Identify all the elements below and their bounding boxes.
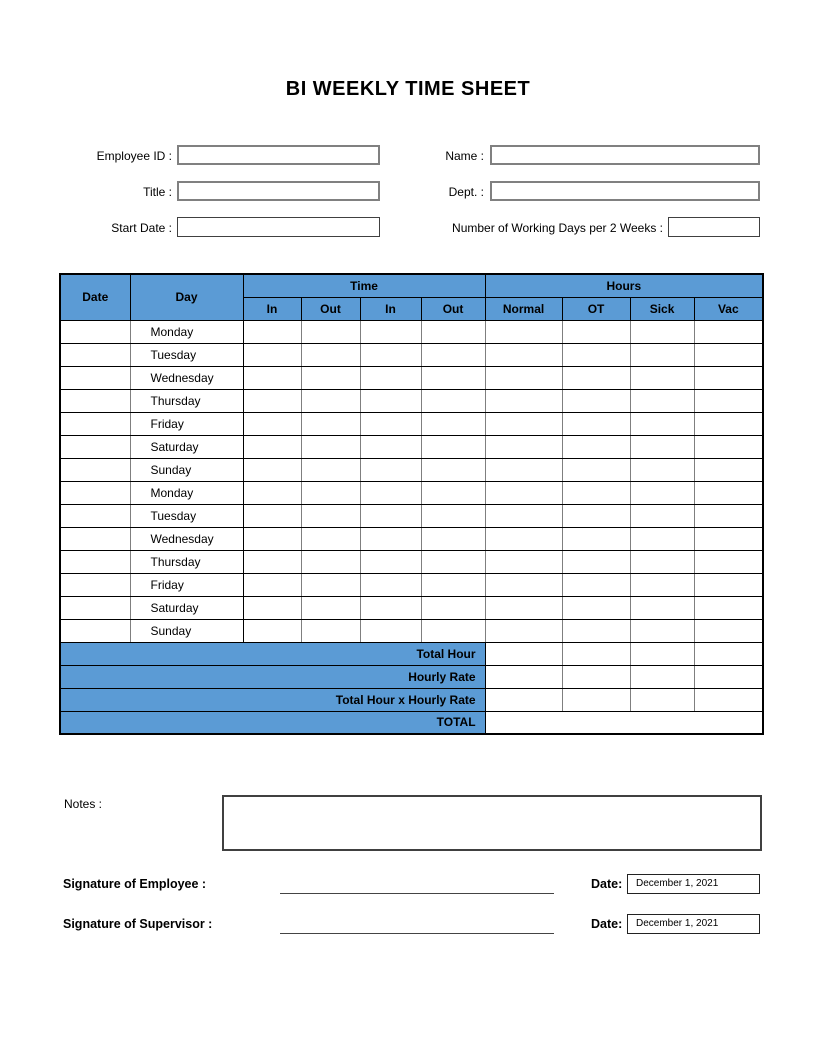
col-header-day: Day <box>130 274 243 320</box>
entry-cell[interactable] <box>694 458 763 481</box>
entry-cell[interactable] <box>421 573 485 596</box>
entry-cell[interactable] <box>360 619 421 642</box>
entry-cell[interactable] <box>485 481 562 504</box>
day-cell: Wednesday <box>130 366 243 389</box>
entry-cell[interactable] <box>630 389 694 412</box>
entry-cell[interactable] <box>360 343 421 366</box>
entry-cell[interactable] <box>243 458 301 481</box>
day-cell: Saturday <box>130 435 243 458</box>
working-days-field[interactable] <box>668 217 760 237</box>
entry-cell[interactable] <box>630 366 694 389</box>
entry-cell[interactable] <box>694 619 763 642</box>
entry-cell[interactable] <box>562 343 630 366</box>
entry-cell[interactable] <box>630 504 694 527</box>
entry-cell[interactable] <box>301 389 360 412</box>
entry-cell[interactable] <box>301 596 360 619</box>
entry-cell[interactable] <box>630 550 694 573</box>
employee-id-label: Employee ID : <box>96 149 172 163</box>
day-cell: Wednesday <box>130 527 243 550</box>
summary-label: Hourly Rate <box>60 665 485 688</box>
entry-cell[interactable] <box>562 458 630 481</box>
entry-cell[interactable] <box>485 389 562 412</box>
col-subheader-out-2: Out <box>421 297 485 320</box>
title-field[interactable] <box>177 181 380 201</box>
summary-entry-cell[interactable] <box>630 665 694 688</box>
entry-cell[interactable] <box>421 504 485 527</box>
day-cell: Tuesday <box>130 343 243 366</box>
entry-cell[interactable] <box>694 527 763 550</box>
summary-entry-cell[interactable] <box>694 665 763 688</box>
entry-cell[interactable] <box>630 619 694 642</box>
table-row <box>60 343 763 366</box>
table-row <box>60 504 763 527</box>
dept-field[interactable] <box>490 181 760 201</box>
entry-cell[interactable] <box>243 619 301 642</box>
day-cell: Friday <box>130 412 243 435</box>
entry-cell[interactable] <box>301 573 360 596</box>
entry-cell[interactable] <box>243 389 301 412</box>
name-field[interactable] <box>490 145 760 165</box>
col-group-time: Time <box>243 274 485 297</box>
entry-cell[interactable] <box>485 320 562 343</box>
entry-cell[interactable] <box>301 619 360 642</box>
entry-cell[interactable] <box>562 389 630 412</box>
table-row <box>60 527 763 550</box>
col-subheader-out-1: Out <box>301 297 360 320</box>
entry-cell[interactable] <box>485 619 562 642</box>
date-entry-cell[interactable] <box>60 573 130 596</box>
entry-cell[interactable] <box>301 343 360 366</box>
date-entry-cell[interactable] <box>60 458 130 481</box>
entry-cell[interactable] <box>360 389 421 412</box>
entry-cell[interactable] <box>694 389 763 412</box>
total-row <box>60 711 763 734</box>
day-cell: Monday <box>130 320 243 343</box>
entry-cell[interactable] <box>485 596 562 619</box>
entry-cell[interactable] <box>694 412 763 435</box>
entry-cell[interactable] <box>485 366 562 389</box>
entry-cell[interactable] <box>630 527 694 550</box>
entry-cell[interactable] <box>562 504 630 527</box>
notes-label: Notes : <box>64 797 103 811</box>
entry-cell[interactable] <box>301 320 360 343</box>
date-entry-cell[interactable] <box>60 389 130 412</box>
entry-cell[interactable] <box>562 550 630 573</box>
entry-cell[interactable] <box>360 596 421 619</box>
summary-entry-cell[interactable] <box>694 642 763 665</box>
entry-cell[interactable] <box>243 435 301 458</box>
entry-cell[interactable] <box>243 343 301 366</box>
day-cell: Friday <box>130 573 243 596</box>
day-cell: Thursday <box>130 389 243 412</box>
day-cell: Monday <box>130 481 243 504</box>
entry-cell[interactable] <box>421 527 485 550</box>
entry-cell[interactable] <box>485 527 562 550</box>
summary-entry-cell[interactable] <box>562 665 630 688</box>
entry-cell[interactable] <box>243 596 301 619</box>
summary-entry-cell[interactable] <box>562 642 630 665</box>
entry-cell[interactable] <box>485 550 562 573</box>
col-subheader-sick: Sick <box>630 297 694 320</box>
table-row <box>60 481 763 504</box>
title-label: Title : <box>143 185 172 199</box>
entry-cell[interactable] <box>243 412 301 435</box>
entry-cell[interactable] <box>360 412 421 435</box>
employee-id-field[interactable] <box>177 145 380 165</box>
summary-row <box>60 665 763 688</box>
table-row <box>60 412 763 435</box>
entry-cell[interactable] <box>421 389 485 412</box>
entry-cell[interactable] <box>694 550 763 573</box>
entry-cell[interactable] <box>421 481 485 504</box>
entry-cell[interactable] <box>243 366 301 389</box>
summary-entry-cell[interactable] <box>630 642 694 665</box>
date-entry-cell[interactable] <box>60 412 130 435</box>
entry-cell[interactable] <box>562 412 630 435</box>
entry-cell[interactable] <box>485 573 562 596</box>
entry-cell[interactable] <box>243 527 301 550</box>
date-entry-cell[interactable] <box>60 366 130 389</box>
col-header-date: Date <box>60 274 130 320</box>
day-cell: Tuesday <box>130 504 243 527</box>
summary-entry-cell[interactable] <box>562 688 630 711</box>
signature-supervisor-label: Signature of Supervisor : <box>63 917 213 931</box>
table-row <box>60 596 763 619</box>
entry-cell[interactable] <box>421 412 485 435</box>
entry-cell[interactable] <box>301 504 360 527</box>
entry-cell[interactable] <box>562 435 630 458</box>
entry-cell[interactable] <box>562 596 630 619</box>
entry-cell[interactable] <box>301 481 360 504</box>
entry-cell[interactable] <box>243 320 301 343</box>
summary-entry-cell[interactable] <box>630 688 694 711</box>
working-days-label: Number of Working Days per 2 Weeks : <box>452 221 663 235</box>
entry-cell[interactable] <box>421 550 485 573</box>
entry-cell[interactable] <box>562 320 630 343</box>
entry-cell[interactable] <box>630 481 694 504</box>
page-title: BI WEEKLY TIME SHEET <box>285 78 531 100</box>
summary-label: Total Hour x Hourly Rate <box>60 688 485 711</box>
entry-cell[interactable] <box>694 366 763 389</box>
date-entry-cell[interactable] <box>60 619 130 642</box>
entry-cell[interactable] <box>694 343 763 366</box>
entry-cell[interactable] <box>562 573 630 596</box>
date-entry-cell[interactable] <box>60 596 130 619</box>
entry-cell[interactable] <box>421 435 485 458</box>
table-row <box>60 619 763 642</box>
entry-cell[interactable] <box>301 458 360 481</box>
date-employee-label: Date: <box>591 877 623 891</box>
summary-label: Total Hour <box>60 642 485 665</box>
col-subheader-normal: Normal <box>485 297 562 320</box>
table-row <box>60 435 763 458</box>
entry-cell[interactable] <box>630 412 694 435</box>
entry-cell[interactable] <box>360 366 421 389</box>
entry-cell[interactable] <box>301 412 360 435</box>
entry-cell[interactable] <box>360 481 421 504</box>
entry-cell[interactable] <box>694 481 763 504</box>
summary-row <box>60 642 763 665</box>
entry-cell[interactable] <box>301 366 360 389</box>
day-cell: Sunday <box>130 619 243 642</box>
table-row <box>60 573 763 596</box>
day-cell: Thursday <box>130 550 243 573</box>
entry-cell[interactable] <box>562 619 630 642</box>
date-entry-cell[interactable] <box>60 504 130 527</box>
day-cell: Sunday <box>130 458 243 481</box>
entry-cell[interactable] <box>360 527 421 550</box>
col-subheader-in-1: In <box>243 297 301 320</box>
entry-cell[interactable] <box>360 435 421 458</box>
date-entry-cell[interactable] <box>60 435 130 458</box>
timesheet-table <box>59 273 764 735</box>
col-subheader-in-2: In <box>360 297 421 320</box>
entry-cell[interactable] <box>360 504 421 527</box>
date-supervisor-label: Date: <box>591 917 623 931</box>
entry-cell[interactable] <box>630 596 694 619</box>
summary-entry-cell[interactable] <box>694 688 763 711</box>
entry-cell[interactable] <box>243 481 301 504</box>
summary-entry-cell[interactable] <box>485 688 562 711</box>
entry-cell[interactable] <box>421 343 485 366</box>
dept-label: Dept. : <box>448 185 484 199</box>
date-employee-field[interactable]: December 1, 2021 <box>627 874 760 894</box>
table-row <box>60 550 763 573</box>
entry-cell[interactable] <box>421 458 485 481</box>
entry-cell[interactable] <box>421 366 485 389</box>
name-label: Name : <box>445 149 484 163</box>
day-cell: Saturday <box>130 596 243 619</box>
entry-cell[interactable] <box>485 435 562 458</box>
col-subheader-vac: Vac <box>694 297 763 320</box>
entry-cell[interactable] <box>485 504 562 527</box>
entry-cell[interactable] <box>360 550 421 573</box>
total-entry-cell[interactable] <box>485 711 763 734</box>
entry-cell[interactable] <box>630 458 694 481</box>
entry-cell[interactable] <box>694 596 763 619</box>
date-entry-cell[interactable] <box>60 320 130 343</box>
summary-entry-cell[interactable] <box>485 665 562 688</box>
entry-cell[interactable] <box>562 527 630 550</box>
date-supervisor-field[interactable]: December 1, 2021 <box>627 914 760 934</box>
col-subheader-ot: OT <box>562 297 630 320</box>
entry-cell[interactable] <box>694 320 763 343</box>
header-group-row <box>60 274 763 297</box>
entry-cell[interactable] <box>360 573 421 596</box>
table-row <box>60 366 763 389</box>
summary-row <box>60 688 763 711</box>
entry-cell[interactable] <box>630 343 694 366</box>
entry-cell[interactable] <box>562 366 630 389</box>
entry-cell[interactable] <box>694 435 763 458</box>
signature-employee-line[interactable] <box>280 877 554 894</box>
entry-cell[interactable] <box>243 550 301 573</box>
table-row <box>60 458 763 481</box>
entry-cell[interactable] <box>360 320 421 343</box>
entry-cell[interactable] <box>421 619 485 642</box>
entry-cell[interactable] <box>694 573 763 596</box>
signature-employee-label: Signature of Employee : <box>63 877 207 891</box>
notes-field[interactable] <box>222 795 762 851</box>
entry-cell[interactable] <box>243 573 301 596</box>
table-row <box>60 389 763 412</box>
signature-supervisor-line[interactable] <box>280 917 554 934</box>
entry-cell[interactable] <box>301 550 360 573</box>
summary-entry-cell[interactable] <box>485 642 562 665</box>
total-label: TOTAL <box>60 711 485 734</box>
entry-cell[interactable] <box>301 527 360 550</box>
entry-cell[interactable] <box>562 481 630 504</box>
date-entry-cell[interactable] <box>60 527 130 550</box>
entry-cell[interactable] <box>421 320 485 343</box>
entry-cell[interactable] <box>360 458 421 481</box>
table-row <box>60 320 763 343</box>
entry-cell[interactable] <box>301 435 360 458</box>
entry-cell[interactable] <box>485 458 562 481</box>
date-entry-cell[interactable] <box>60 343 130 366</box>
start-date-label: Start Date : <box>111 221 172 235</box>
date-entry-cell[interactable] <box>60 550 130 573</box>
entry-cell[interactable] <box>243 504 301 527</box>
entry-cell[interactable] <box>630 320 694 343</box>
entry-cell[interactable] <box>694 504 763 527</box>
entry-cell[interactable] <box>630 573 694 596</box>
entry-cell[interactable] <box>485 412 562 435</box>
entry-cell[interactable] <box>485 343 562 366</box>
entry-cell[interactable] <box>630 435 694 458</box>
col-group-hours: Hours <box>485 274 763 297</box>
entry-cell[interactable] <box>421 596 485 619</box>
date-entry-cell[interactable] <box>60 481 130 504</box>
